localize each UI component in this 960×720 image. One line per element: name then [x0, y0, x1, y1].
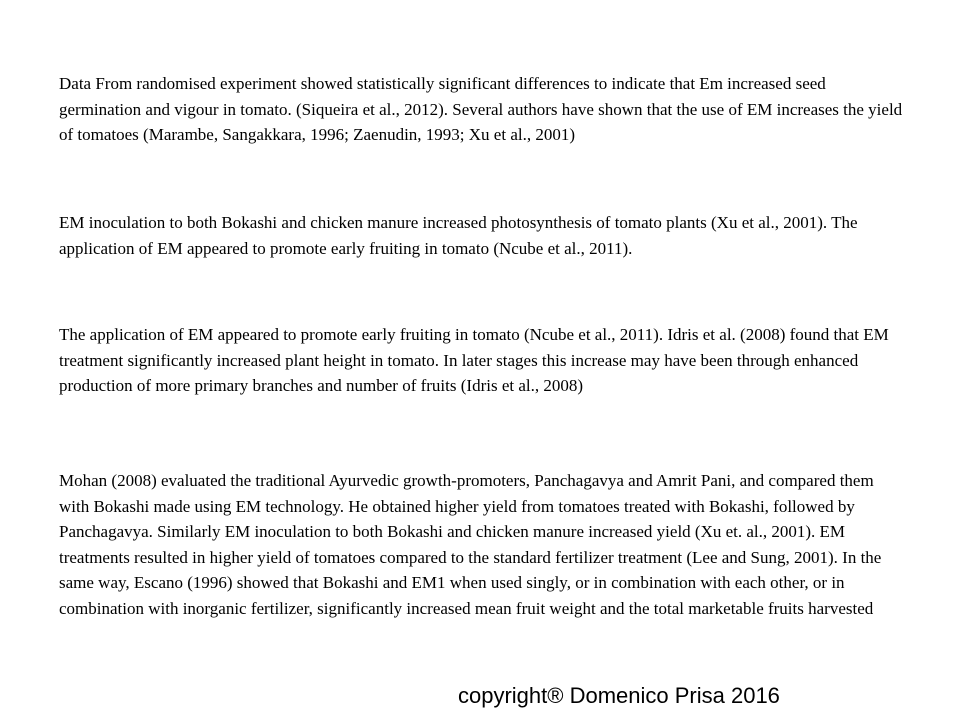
paragraph-bokashi-comparison: Mohan (2008) evaluated the traditional Ayurvedic growth-promoters, Panchagavya and Amrit Pani, and compared them with Bokashi made using EM technology. He obtained higher yield from tomatoes treated with Bokashi, followed by Panchagavya. Similarly EM inoculation to both Bokashi and chicken manure increased yield (Xu et. al., 2001). EM treatments resulted in higher yield of tomatoes compared to the standard fertilizer treatment (Lee and Sung, 2001). In the same way, Escano (1996) showed that Bokashi and EM1 when used singly, or in combination with each other, or in combination with inorganic fertilizer, significantly increased mean fruit weight and the total marketable fruits harvested [59, 471, 882, 618]
paragraph-photosynthesis: EM inoculation to both Bokashi and chicken manure increased photosynthesis of tomato plants (Xu et al., 2001). The application of EM appeared to promote early fruiting in tomato (Ncube et al., 2011). [59, 213, 858, 258]
copyright-notice: copyright® Domenico Prisa 2016 [458, 683, 780, 708]
paragraph-plant-height: The application of EM appeared to promote early fruiting in tomato (Ncube et al., 2011). Idris et al. (2008) found that EM treatment significantly increased plant height in tomato. In later stages this increase may have been through enhanced production of more primary branches and number of fruits (Idris et al., 2008) [59, 325, 889, 395]
paragraph-germination-yield: Data From randomised experiment showed statistically significant differences to indicate that Em increased seed germination and vigour in tomato. (Siqueira et al., 2012). Several authors have shown that the use of EM increases the yield of tomatoes (Marambe, Sangakkara, 1996; Zaenudin, 1993; Xu et al., 2001) [59, 74, 903, 144]
